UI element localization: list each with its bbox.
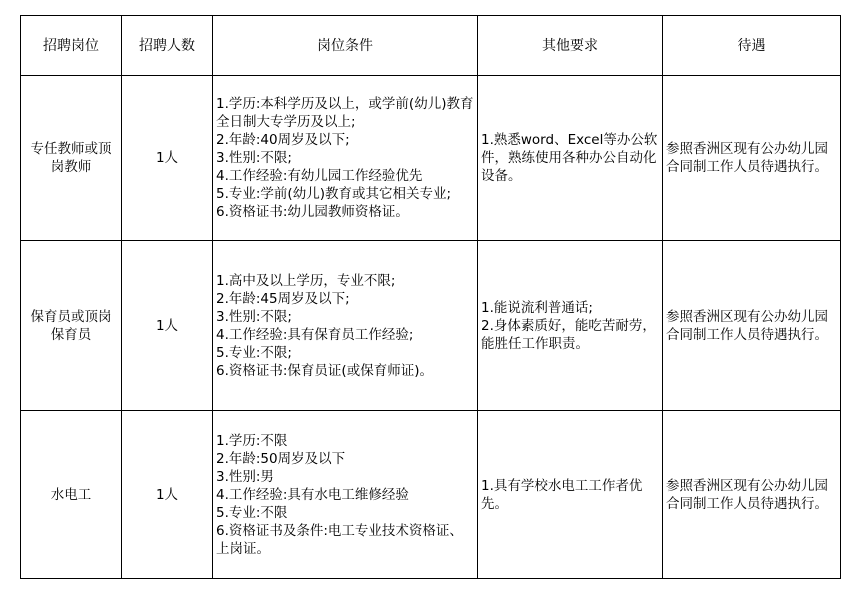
- header-conditions: 岗位条件: [213, 16, 478, 76]
- conditions-cell: [213, 411, 478, 579]
- benefits-cell: 参照香洲区现有公办幼儿园合同制工作人员待遇执行。: [663, 411, 841, 579]
- requirements-cell: [478, 411, 663, 579]
- condition-line: 1.学历:本科学历及以上，或学前(幼儿)教育全日制大专学历及以上;: [216, 96, 474, 130]
- count-cell: 1人: [122, 76, 213, 241]
- requirement-line: 1.熟悉word、Excel等办公软件，熟练使用各种办公自动化设备。: [481, 132, 658, 184]
- condition-line: 6.资格证书及条件:电工专业技术资格证、上岗证。: [216, 522, 463, 557]
- requirements-cell: [478, 241, 663, 411]
- position-cell: 专任教师或顶岗教师: [21, 76, 122, 241]
- requirement-line: 2.身体素质好，能吃苦耐劳，能胜任工作职责。: [481, 317, 656, 352]
- conditions-cell: [213, 241, 478, 411]
- requirement-line: 1.具有学校水电工工作者优先。: [481, 477, 643, 512]
- condition-line: 4.工作经验:具有水电工维修经验: [216, 486, 409, 503]
- condition-line: 4.工作经验:具有保育员工作经验;: [216, 326, 414, 343]
- condition-line: 4.工作经验:有幼儿园工作经验优先: [216, 168, 423, 184]
- condition-line: 1.学历:不限: [216, 432, 288, 449]
- condition-line: 2.年龄:45周岁及以下;: [216, 290, 350, 307]
- header-benefits: 待遇: [663, 16, 841, 76]
- header-requirements: 其他要求: [478, 16, 663, 76]
- position-cell: 水电工: [21, 411, 122, 579]
- count-cell: 1人: [122, 411, 213, 579]
- condition-line: 5.专业:学前(幼儿)教育或其它相关专业;: [216, 186, 452, 202]
- condition-line: 2.年龄:40周岁及以下;: [216, 132, 350, 148]
- header-count: 招聘人数: [122, 16, 213, 76]
- requirement-line: 1.能说流利普通话;: [481, 299, 593, 316]
- header-position: 招聘岗位: [21, 16, 122, 76]
- condition-line: 3.性别:不限;: [216, 150, 292, 166]
- requirements-cell: [478, 76, 663, 241]
- benefits-cell: 参照香洲区现有公办幼儿园合同制工作人员待遇执行。: [663, 241, 841, 411]
- table-row: [21, 241, 841, 411]
- condition-line: 3.性别:不限;: [216, 308, 292, 325]
- table-row: [21, 411, 841, 579]
- condition-line: 3.性别:男: [216, 468, 274, 485]
- condition-line: 6.资格证书:保育员证(或保育师证)。: [216, 362, 433, 379]
- benefits-cell: 参照香洲区现有公办幼儿园合同制工作人员待遇执行。: [663, 76, 841, 241]
- condition-line: 2.年龄:50周岁及以下: [216, 450, 346, 467]
- condition-line: 6.资格证书:幼儿园教师资格证。: [216, 204, 409, 220]
- condition-line: 5.专业:不限: [216, 504, 288, 521]
- table-header-row: [21, 16, 841, 76]
- recruitment-table: [20, 15, 841, 579]
- condition-line: 1.高中及以上学历，专业不限;: [216, 272, 396, 289]
- position-cell: 保育员或顶岗保育员: [21, 241, 122, 411]
- table-row: [21, 76, 841, 241]
- count-cell: 1人: [122, 241, 213, 411]
- conditions-cell: [213, 76, 478, 241]
- condition-line: 5.专业:不限;: [216, 344, 292, 361]
